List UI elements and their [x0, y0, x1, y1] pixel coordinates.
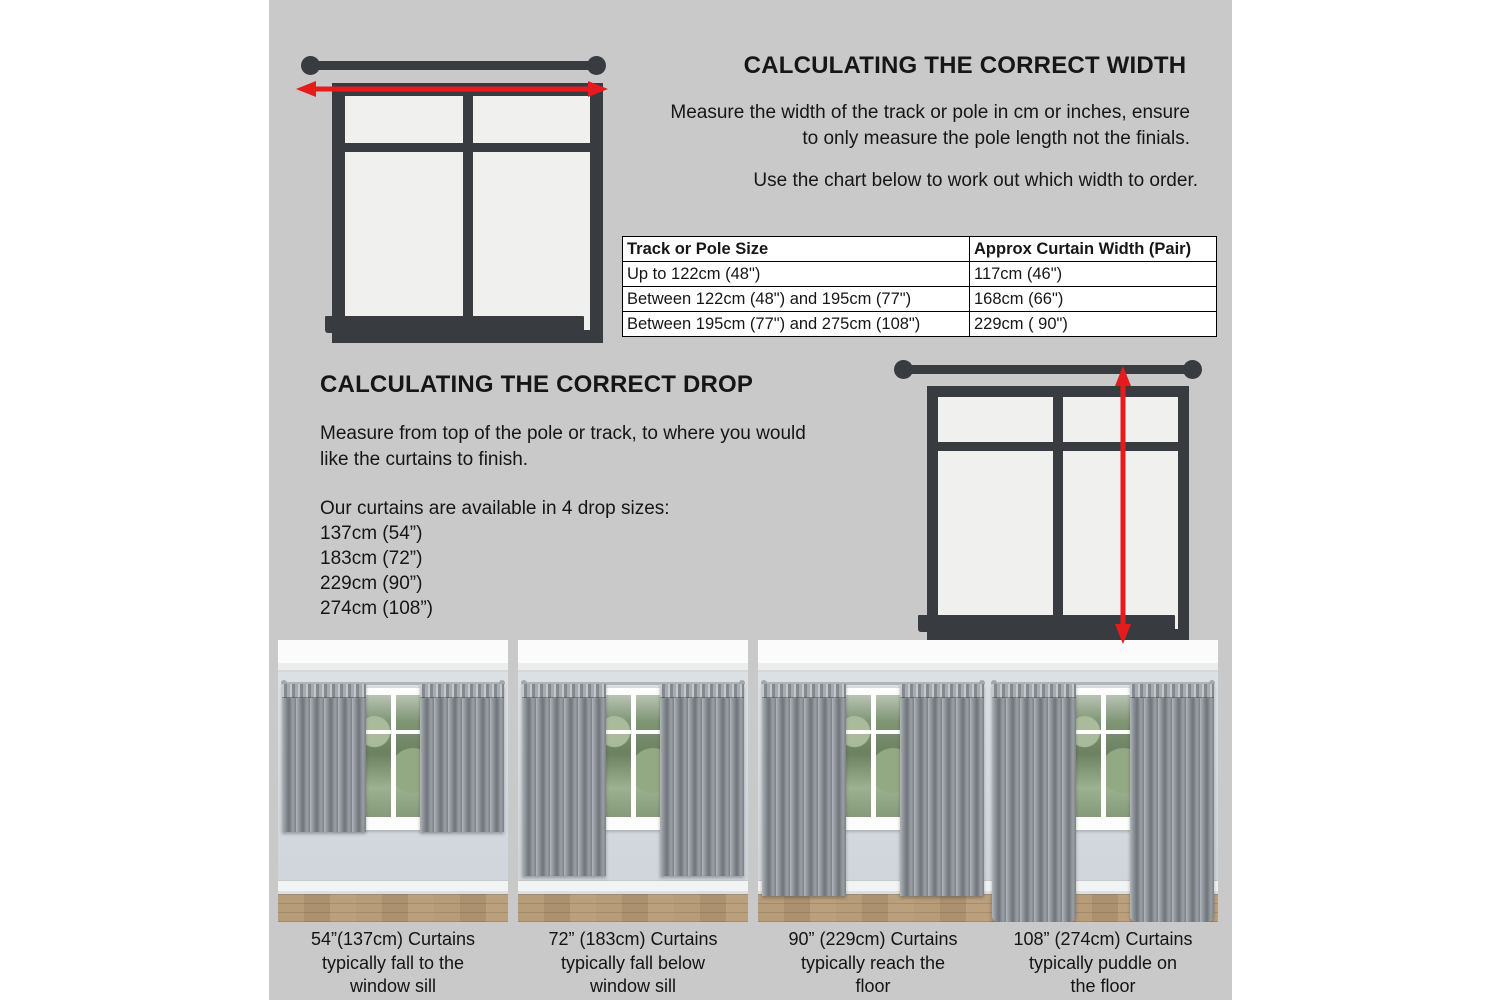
room-ceiling [758, 640, 988, 672]
curtain-left [522, 684, 606, 876]
wood-floor [278, 894, 508, 922]
pole-finial-icon [587, 56, 606, 75]
width-section-title: CALCULATING THE CORRECT WIDTH [743, 52, 1187, 79]
drop-size-item: 183cm (72”) [320, 548, 423, 569]
pole-size-cell: Between 122cm (48") and 195cm (77") [623, 287, 970, 312]
size-table-row [623, 262, 1217, 287]
curtain-right [1130, 684, 1214, 922]
curtain-right [420, 684, 504, 832]
skirting-board [278, 880, 508, 894]
curtain-left [762, 684, 846, 896]
caption-line: typically reach the [800, 952, 946, 973]
size-table-header-width: Approx Curtain Width (Pair) [970, 237, 1217, 262]
window-mullion [463, 96, 473, 330]
wood-floor [518, 894, 748, 922]
size-table-header-row [623, 237, 1217, 262]
size-table-row [623, 312, 1217, 337]
example-photo-108inch [988, 640, 1218, 922]
example-caption-72inch [518, 928, 748, 999]
example-photo-54inch [278, 640, 508, 922]
caption-line: 54”(137cm) Curtains [310, 929, 476, 949]
drop-size-item: 137cm (54”) [320, 523, 423, 544]
caption-line: typically puddle on [1028, 952, 1178, 973]
caption-line: floor [855, 976, 891, 996]
wood-floor [758, 894, 988, 922]
caption-line: 108” (274cm) Curtains [1013, 929, 1193, 949]
width-diagram-pole [310, 61, 597, 70]
caption-line: window sill [349, 976, 437, 996]
drop-instructions-line2: like the curtains to finish. [320, 449, 529, 470]
drop-diagram-pole [903, 365, 1193, 374]
curtain-width-cell: 229cm ( 90") [970, 312, 1217, 337]
curtain-right [660, 684, 744, 876]
pole-size-cell: Between 195cm (77") and 275cm (108") [623, 312, 970, 337]
curtain-right [900, 684, 984, 896]
example-photo-90inch [758, 640, 988, 922]
room-ceiling [988, 640, 1218, 672]
width-instructions [670, 100, 1190, 152]
size-table-header-pole: Track or Pole Size [623, 237, 970, 262]
curtain-left [992, 684, 1076, 922]
curtain-left [282, 684, 366, 832]
width-diagram-window [332, 83, 603, 343]
caption-line: typically fall to the [321, 952, 465, 973]
drop-size-item: 229cm (90”) [320, 573, 423, 594]
width-measure-arrow-icon [296, 80, 608, 98]
caption-line: the floor [1070, 976, 1136, 996]
drop-sizes-list [320, 496, 670, 621]
curtain-width-cell: 117cm (46") [970, 262, 1217, 287]
drop-diagram-window [927, 386, 1189, 640]
width-instructions-line2: to only measure the pole length not the finials. [802, 128, 1190, 149]
drop-instructions [320, 421, 806, 473]
window-bar [631, 688, 636, 824]
drop-size-item: 274cm (108”) [320, 598, 433, 619]
drop-instructions-line1: Measure from top of the pole or track, to where you would [320, 423, 806, 444]
caption-line: 90” (229cm) Curtains [788, 929, 958, 949]
skirting-board [518, 880, 748, 894]
width-instructions-line1: Measure the width of the track or pole in cm or inches, ensure [670, 102, 1190, 123]
curtain-width-cell: 168cm (66") [970, 287, 1217, 312]
example-caption-90inch [758, 928, 988, 999]
drop-sizes-intro: Our curtains are available in 4 drop sizes: [320, 498, 670, 519]
size-table-row [623, 287, 1217, 312]
window-bar [871, 688, 876, 824]
window-sill [918, 615, 1175, 632]
room-ceiling [278, 640, 508, 672]
example-photo-72inch [518, 640, 748, 922]
room-ceiling [518, 640, 748, 672]
window-mullion [1053, 397, 1063, 629]
pole-finial-icon [1183, 360, 1202, 379]
drop-measure-arrow-icon [1112, 366, 1134, 644]
caption-line: window sill [589, 976, 677, 996]
pole-finial-icon [301, 56, 320, 75]
drop-section-title: CALCULATING THE CORRECT DROP [320, 371, 754, 398]
window-bar [391, 688, 396, 824]
pole-size-cell: Up to 122cm (48") [623, 262, 970, 287]
size-table [622, 236, 1217, 337]
example-caption-108inch [988, 928, 1218, 999]
pole-finial-icon [894, 360, 913, 379]
window-sill [325, 316, 584, 333]
window-bar [1101, 688, 1106, 824]
caption-line: 72” (183cm) Curtains [548, 929, 718, 949]
example-caption-54inch [278, 928, 508, 999]
caption-line: typically fall below [560, 952, 706, 973]
chart-hint-text: Use the chart below to work out which width to order. [753, 170, 1198, 191]
